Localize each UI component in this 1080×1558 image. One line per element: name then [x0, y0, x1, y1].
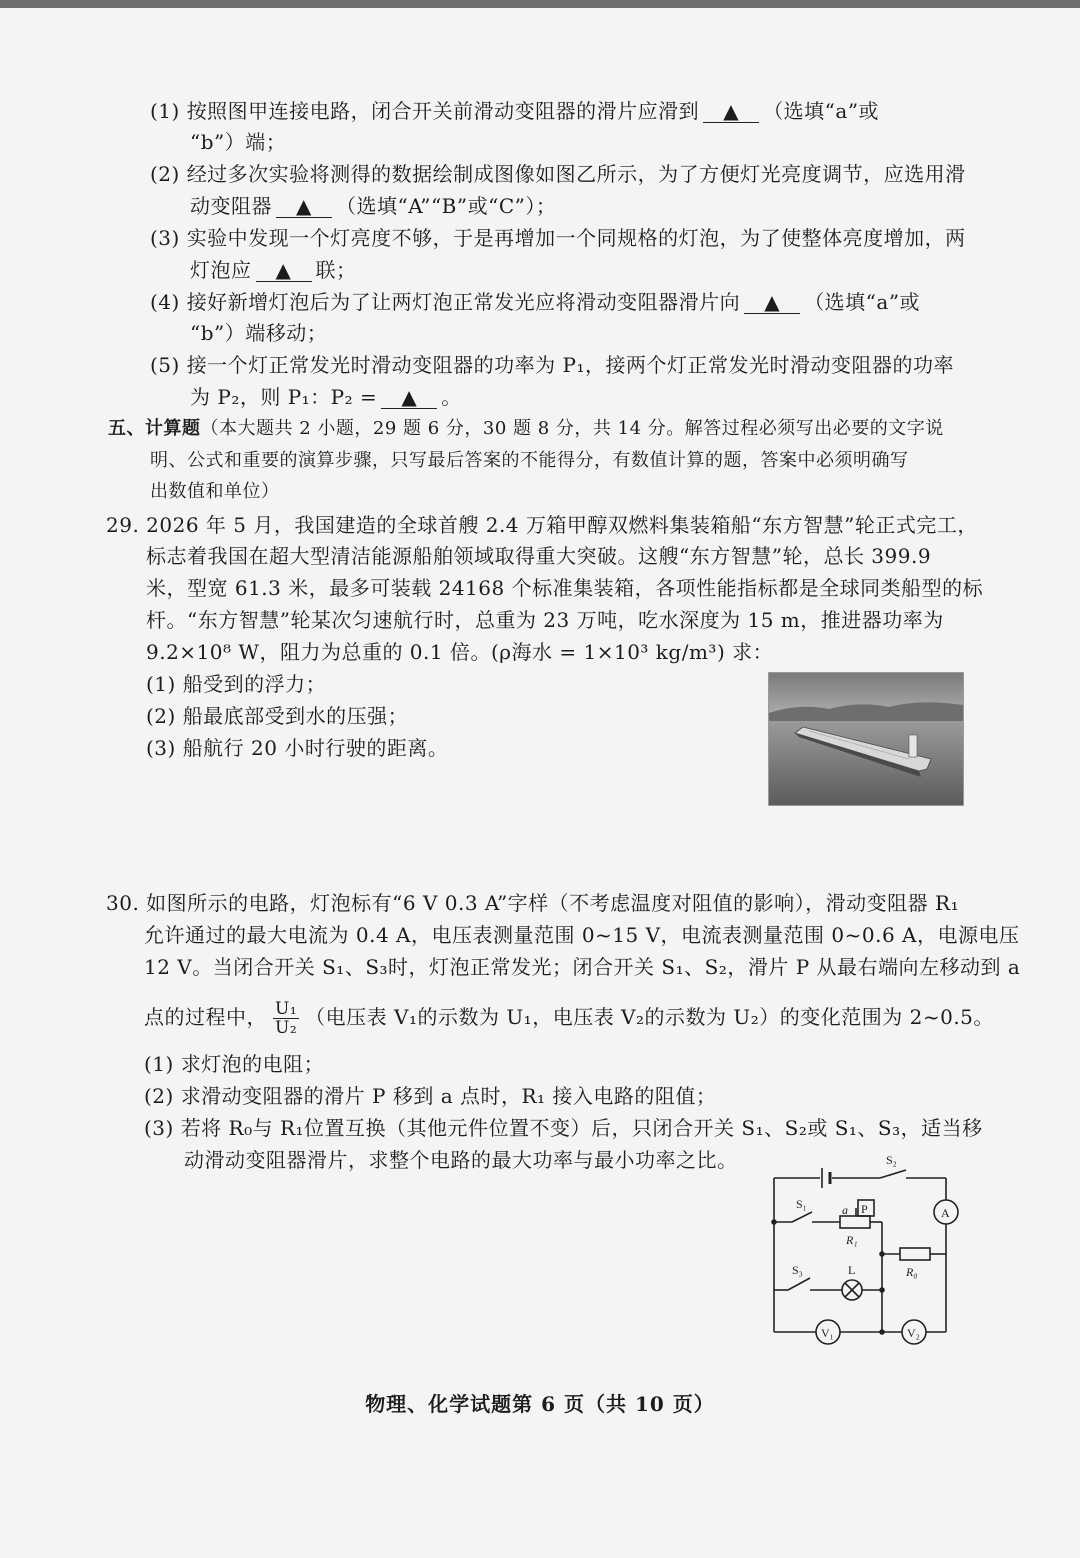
junction-dot [880, 1288, 884, 1292]
q30-sub3-line2: 动滑动变阻器滑片，求整个电路的最大功率与最小功率之比。 [184, 1148, 738, 1172]
label-s3: S₃ [792, 1263, 803, 1277]
answer-blank: ▲ [744, 291, 800, 314]
q30-line3: 12 V。当闭合开关 S₁、S₃时，灯泡正常发光；闭合开关 S₁、S₂，滑片 P 从最右端向左移动到 a [144, 955, 1021, 979]
label-v1: V₁ [821, 1326, 834, 1340]
q28-item3-suffix: 联； [315, 258, 357, 282]
q28-item2-line1: (2) 经过多次实验将测得的数据绘制成图像如图乙所示，为了方便灯光亮度调节，应选用滑 [150, 162, 966, 186]
q30-line4-text: 点的过程中， [144, 1005, 267, 1029]
answer-blank: ▲ [703, 100, 759, 123]
switch-s3 [788, 1278, 810, 1290]
label-s2: S₂ [886, 1153, 897, 1167]
q29-sub2: (2) 船最底部受到水的压强； [146, 704, 409, 728]
label-v2: V₂ [907, 1326, 920, 1340]
resistor-r0 [900, 1248, 930, 1260]
q28-item2-text: 动变阻器 [190, 194, 272, 218]
section-instructions: （本大题共 2 小题，29 题 6 分，30 题 8 分，共 14 分。解答过程必须写出必要的文字说 [200, 418, 944, 439]
label-ammeter: A [941, 1206, 950, 1220]
q28-item3-text: 灯泡应 [190, 258, 252, 282]
q28-item4-option: （选填“a”或 [804, 290, 921, 314]
section5-line2: 明、公式和重要的演算步骤，只写最后答案的不能得分，有数值计算的题，答案中必须明确写 [150, 450, 909, 471]
circuit-diagram [760, 1150, 980, 1350]
q30-line1: 30. 如图所示的电路，灯泡标有“6 V 0.3 A”字样（不考虑温度对阻值的影响），滑动变阻器 R₁ [106, 891, 960, 915]
fraction-numerator: U₁ [275, 999, 298, 1019]
label-p: P [861, 1202, 868, 1216]
q28-item5-line2 [190, 382, 462, 412]
junction-dot [880, 1330, 884, 1334]
answer-blank: ▲ [276, 195, 332, 218]
q29-line3: 米，型宽 61.3 米，最多可装载 24168 个标准集装箱，各项性能指标都是全球同类船型的标 [146, 576, 984, 600]
label-r0: R₀ [906, 1265, 918, 1279]
rheostat-r1 [840, 1216, 870, 1228]
q28-item1-option: （选填“a”或 [763, 99, 880, 123]
q29-line4: 杆。“东方智慧”轮某次匀速航行时，总重为 23 万吨，吃水深度为 15 m，推进器功率为 [146, 608, 944, 632]
q28-item4-line2: “b”）端移动； [190, 321, 328, 345]
q30-line4-rest: （电压表 V₁的示数为 U₁，电压表 V₂的示数为 U₂）的变化范围为 2~0.5。 [305, 1005, 994, 1029]
switch-s2 [880, 1170, 906, 1178]
ship-photo [768, 672, 964, 806]
q28-item4-line1 [150, 287, 920, 317]
label-l: L [848, 1263, 856, 1277]
voltage-ratio-fraction [273, 1000, 299, 1037]
answer-blank: ▲ [381, 386, 437, 409]
section-heading: 五、计算题 [108, 418, 201, 439]
q29-line1: 29. 2026 年 5 月，我国建造的全球首艘 2.4 万箱甲醇双燃料集装箱船“东方智慧”轮正式完工， [106, 513, 978, 537]
answer-blank: ▲ [256, 259, 312, 282]
q28-item1-line1 [150, 96, 879, 126]
q29-sub1: (1) 船受到的浮力； [146, 672, 327, 696]
ship-illustration [769, 673, 963, 805]
q30-sub1: (1) 求灯泡的电阻； [144, 1052, 325, 1076]
q30-sub2: (2) 求滑动变阻器的滑片 P 移到 a 点时，R₁ 接入电路的阻值； [144, 1084, 717, 1108]
q30-line2: 允许通过的最大电流为 0.4 A，电压表测量范围 0~15 V，电流表测量范围 0~0.6 A，电源电压 [144, 923, 1020, 947]
q29-line2: 标志着我国在超大型清洁能源船舶领域取得重大突破。这艘“东方智慧”轮，总长 399.9 [146, 544, 932, 568]
q28-item3-line2 [190, 255, 357, 285]
q28-item5-text: 为 P₂，则 P₁：P₂ = [190, 385, 378, 409]
q28-item1-line2: “b”）端； [190, 130, 287, 154]
junction-dot [880, 1252, 884, 1256]
section5-line3: 出数值和单位） [150, 481, 280, 502]
page-footer: 物理、化学试题第 6 页（共 10 页） [365, 1392, 715, 1416]
q28-item5-line1: (5) 接一个灯正常发光时滑动变阻器的功率为 P₁，接两个灯正常发光时滑动变阻器的功率 [150, 353, 955, 377]
label-s1: S₁ [796, 1197, 807, 1211]
q30-sub3-line1: (3) 若将 R₀与 R₁位置互换（其他元件位置不变）后，只闭合开关 S₁、S₂或 S₁、S₃，适当移 [144, 1116, 983, 1140]
q28-item2-line2 [190, 191, 556, 221]
q28-item5-suffix: 。 [441, 385, 462, 409]
q28-item2-option: （选填“A”“B”或“C”）； [336, 194, 557, 218]
label-a: a [842, 1203, 848, 1217]
section5-line1 [108, 414, 944, 444]
q30-line4 [144, 1000, 994, 1037]
fraction-denominator: U₂ [275, 1018, 298, 1038]
label-r1: R₁ [846, 1233, 858, 1247]
q28-item4-text: (4) 接好新增灯泡后为了让两灯泡正常发光应将滑动变阻器滑片向 [150, 290, 741, 314]
switch-s1 [792, 1212, 812, 1222]
q29-sub3: (3) 船航行 20 小时行驶的距离。 [146, 736, 449, 760]
q28-item3-line1: (3) 实验中发现一个灯亮度不够，于是再增加一个同规格的灯泡，为了使整体亮度增加，两 [150, 226, 966, 250]
q29-line5: 9.2×10⁸ W，阻力为总重的 0.1 倍。(ρ海水 = 1×10³ kg/m³) 求： [146, 640, 774, 664]
junction-dot [772, 1220, 776, 1224]
q28-item1-text: (1) 按照图甲连接电路，闭合开关前滑动变阻器的滑片应滑到 [150, 99, 700, 123]
